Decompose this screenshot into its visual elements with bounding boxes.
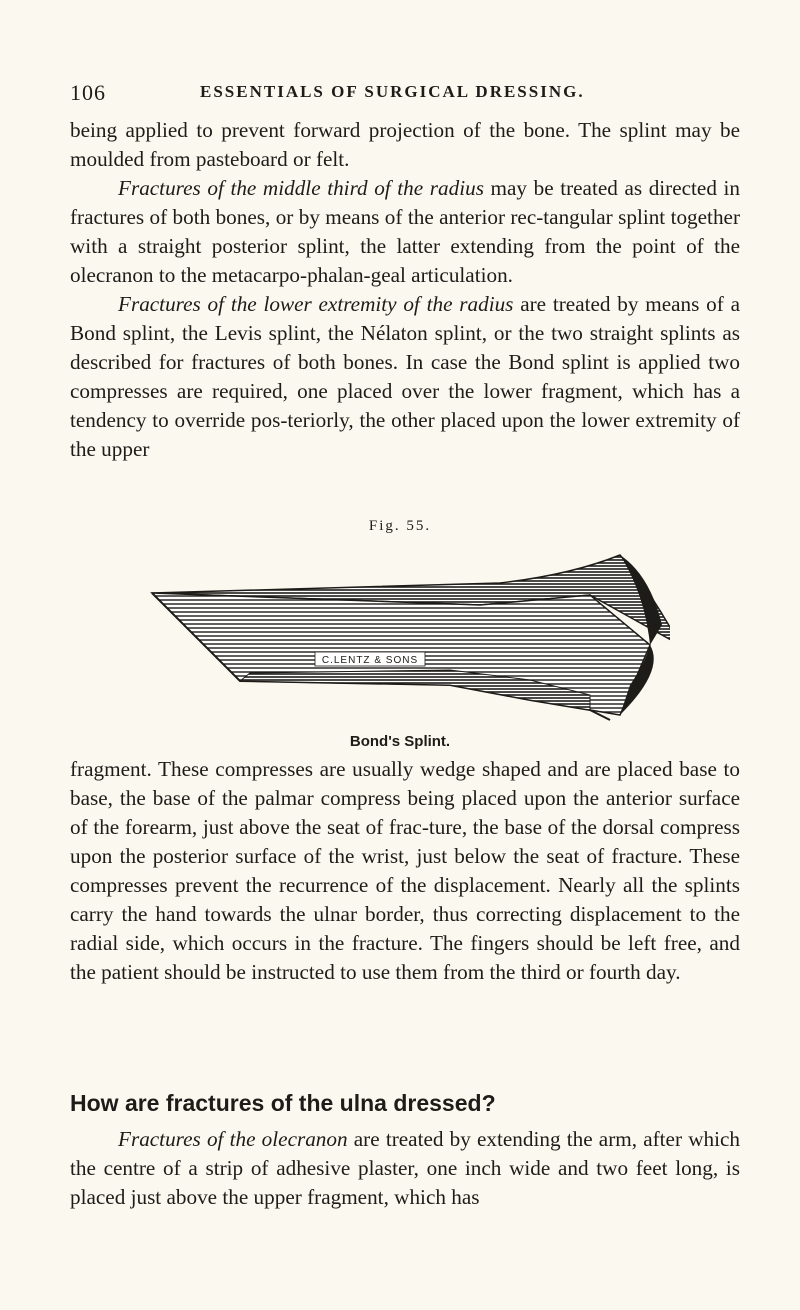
figure-label: Fig. 55. <box>368 518 432 534</box>
italic-term: Fractures of the middle third of the radius <box>118 176 484 200</box>
paragraph-text: are treated by means of a Bond splint, the Levis splint, the Nélaton splint, or the two straight splints as described for fractures of both bones. In case the Bond splint is applied two compresses are required, one placed over the lower fragment, which has a tendency to override pos-teriorly, the other placed upon the lower extremity of the upper <box>70 292 740 461</box>
paragraph <box>70 1125 740 1212</box>
page-number: 106 <box>70 80 106 105</box>
paragraph <box>70 290 740 464</box>
italic-term: Fractures of the olecranon <box>118 1127 348 1151</box>
paragraph-text: may be treated as directed in fractures of both bones, or by means of the anterior rec-tangular splint together with a straight posterior splint, the latter extending from the point of the olecranon to the metacarpo-phalan-geal articulation. <box>70 176 740 287</box>
maker-mark-text: C.LENTZ & SONS <box>321 655 419 666</box>
paragraph <box>70 174 740 290</box>
paragraph: fragment. These compresses are usually wedge shaped and are placed base to base, the base of the palmar compress being placed upon the anterior surface of the forearm, just above the seat of frac-ture, the base of the dorsal compress upon the posterior surface of the wrist, just below the seat of fracture. These compresses prevent the recurrence of the displacement. Nearly all the splints carry the hand towards the ulnar border, thus correcting displacement to the radial side, which occurs in the fracture. The fingers should be left free, and the patient should be instructed to use them from the third or fourth day. <box>70 757 740 984</box>
text-block-middle <box>70 755 740 987</box>
text-block-bottom <box>70 1125 740 1212</box>
section-heading: How are fractures of the ulna dressed? <box>70 1090 496 1116</box>
paragraph-text: are treated by extending the arm, after which the centre of a strip of adhesive plaster, one inch wide and two feet long, is placed just above the upper fragment, which has <box>70 1127 740 1209</box>
bond-splint-illustration <box>150 535 670 725</box>
figure-caption: Bond's Splint. <box>349 733 451 750</box>
running-head: ESSENTIALS OF SURGICAL DRESSING. <box>200 82 585 101</box>
text-block-top <box>70 116 740 464</box>
italic-term: Fractures of the lower extremity of the radius <box>118 292 514 316</box>
paragraph: being applied to prevent forward projection of the bone. The splint may be moulded from pasteboard or felt. <box>70 118 740 171</box>
page-header <box>70 80 740 110</box>
